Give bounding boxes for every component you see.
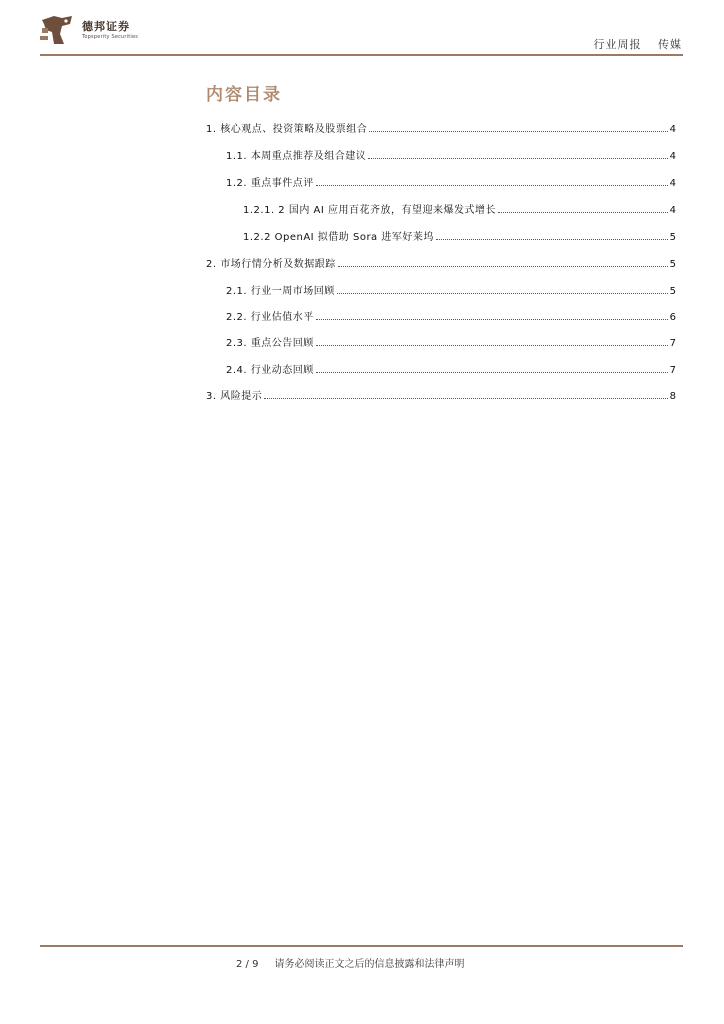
page-indicator: 2 / 9 xyxy=(236,959,259,970)
report-meta xyxy=(582,36,683,52)
toc-leader-dots xyxy=(316,345,668,346)
toc-entry[interactable] xyxy=(226,281,676,297)
toc-entry[interactable] xyxy=(226,146,676,162)
toc-entry-page: 4 xyxy=(669,205,676,216)
toc-entry-page: 4 xyxy=(669,124,676,135)
toc-entry[interactable] xyxy=(206,386,676,402)
toc-leader-dots xyxy=(498,212,668,213)
toc-entry-label: 1. 核心观点、投资策略及股票组合 xyxy=(206,124,368,135)
brand-name-cn: 德邦证券 xyxy=(82,20,130,33)
brand-name-en: Topsperity Securities xyxy=(82,34,139,40)
toc-entry-page: 7 xyxy=(669,365,676,376)
toc-entry-label: 1.2.1. 2 国内 AI 应用百花齐放，有望迎来爆发式增长 xyxy=(243,205,496,216)
logo-mark-icon xyxy=(40,14,74,46)
toc-entry-page: 7 xyxy=(669,338,676,349)
report-type: 行业周报 xyxy=(593,38,642,51)
toc-leader-dots xyxy=(337,293,668,294)
toc-leader-dots xyxy=(264,398,667,399)
header-divider xyxy=(40,54,683,56)
toc-entry-page: 4 xyxy=(669,178,676,189)
toc-entry-label: 2.1. 行业一周市场回顾 xyxy=(226,286,335,297)
toc-leader-dots xyxy=(316,372,668,373)
toc-entry-label: 2.4. 行业动态回顾 xyxy=(226,365,314,376)
toc-entry[interactable] xyxy=(226,173,676,189)
toc-entry[interactable] xyxy=(243,227,676,243)
sector-label: 传媒 xyxy=(658,38,682,51)
company-logo xyxy=(40,14,160,54)
toc-leader-dots xyxy=(369,131,667,132)
toc-entry-label: 1.2. 重点事件点评 xyxy=(226,178,314,189)
page-header xyxy=(0,0,724,60)
toc-entry[interactable] xyxy=(226,360,676,376)
toc-entry-label: 3. 风险提示 xyxy=(206,391,263,402)
toc-entry[interactable] xyxy=(206,119,676,135)
toc-entry-label: 1.2.2 OpenAI 拟借助 Sora 进军好莱坞 xyxy=(243,232,434,243)
toc-leader-dots xyxy=(368,158,667,159)
toc-entry[interactable] xyxy=(206,254,676,270)
legal-notice: 请务必阅读正文之后的信息披露和法律声明 xyxy=(274,959,465,970)
toc-entry-page: 8 xyxy=(669,391,676,402)
toc-entry-label: 1.1. 本周重点推荐及组合建议 xyxy=(226,151,367,162)
toc-entry-page: 6 xyxy=(669,312,676,323)
toc-entry-page: 5 xyxy=(669,259,676,270)
toc-entry-label: 2. 市场行情分析及数据跟踪 xyxy=(206,259,336,270)
page-footer xyxy=(236,955,464,970)
toc-entry[interactable] xyxy=(243,200,676,216)
toc-entry-label: 2.3. 重点公告回顾 xyxy=(226,338,314,349)
toc-title: 内容目录 xyxy=(206,85,282,105)
toc-leader-dots xyxy=(316,185,668,186)
toc-entry[interactable] xyxy=(226,333,676,349)
toc-entry-label: 2.2. 行业估值水平 xyxy=(226,312,314,323)
toc-entry-page: 5 xyxy=(669,232,676,243)
toc-leader-dots xyxy=(338,266,668,267)
toc-entry-page: 5 xyxy=(669,286,676,297)
toc-leader-dots xyxy=(316,319,668,320)
footer-divider xyxy=(40,945,683,947)
toc-entry[interactable] xyxy=(226,307,676,323)
toc-entry-page: 4 xyxy=(669,151,676,162)
toc-leader-dots xyxy=(436,239,668,240)
